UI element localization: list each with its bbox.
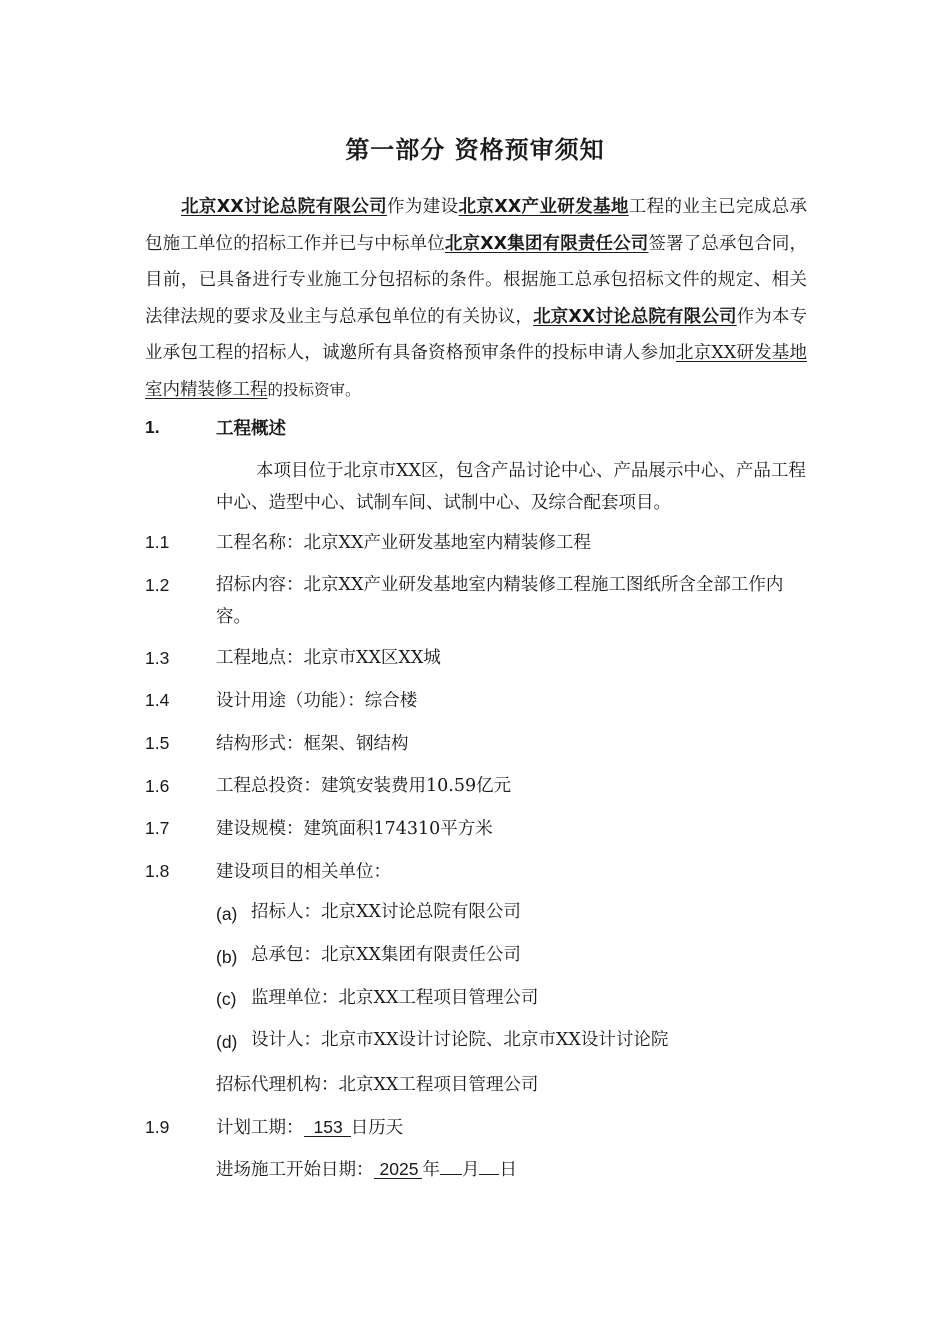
item-number: 1.7 [145, 818, 170, 838]
overview-paragraph: 本项目位于北京市XX区，包含产品讨论中心、产品展示中心、产品工程中心、造型中心、试制车间、试制中心、及综合配套项目。 [216, 461, 806, 513]
item-number: 1.3 [145, 648, 170, 668]
intro-paragraph [145, 189, 807, 409]
month-suffix: 月 [461, 1160, 480, 1180]
item-text: 建设项目的相关单位： [216, 862, 391, 882]
item-text: 工程总投资：建筑安装费用10.59亿元 [216, 776, 512, 796]
project-base-name: 北京XX产业研发基地 [458, 197, 629, 217]
item-number: 1.2 [145, 575, 170, 595]
schedule-unit: 日历天 [350, 1118, 404, 1138]
schedule-days: 153 [304, 1118, 351, 1137]
day-suffix: 日 [499, 1160, 517, 1180]
item-number: 1.4 [145, 690, 170, 710]
schedule-label: 计划工期： [216, 1118, 304, 1138]
intro-text-2: 工程的业主已完成总承包施工单位的招标工作并已与中标单位 [145, 197, 808, 254]
item-text: 设计用途（功能）：综合楼 [216, 691, 418, 711]
schedule-line [216, 1112, 806, 1144]
item-number: 1.8 [145, 861, 170, 881]
start-date-label: 进场施工开始日期： [216, 1160, 374, 1180]
owner-name-2: 北京XX讨论总院有限公司 [533, 306, 737, 327]
item-text: 工程名称：北京XX产业研发基地室内精装修工程 [216, 533, 591, 553]
unit-text: 总承包：北京XX集团有限责任公司 [251, 945, 521, 965]
section-title: 工程概述 [216, 419, 286, 439]
month-blank [440, 1174, 462, 1175]
year-suffix: 年 [422, 1160, 440, 1180]
item-number: 1.1 [145, 532, 170, 552]
unit-label: (a) [216, 904, 238, 924]
unit-label: (b) [216, 947, 238, 967]
item-number: 1.9 [145, 1117, 170, 1137]
unit-label: (c) [216, 989, 237, 1009]
day-blank [479, 1174, 499, 1175]
item-text: 结构形式：框架、钢结构 [216, 734, 409, 754]
intro-text-1: 作为建设 [387, 197, 459, 217]
agency-text: 招标代理机构：北京XX工程项目管理公司 [216, 1075, 539, 1095]
page-title: 第一部分 资格预审须知 [345, 136, 605, 164]
contractor-name: 北京XX集团有限责任公司 [444, 233, 649, 254]
owner-name: 北京XX讨论总院有限公司 [181, 197, 387, 217]
section-number: 1. [145, 417, 160, 437]
unit-label: (d) [216, 1032, 238, 1052]
item-text: 招标内容：北京XX产业研发基地室内精装修工程施工图纸所含全部工作内容。 [216, 575, 784, 627]
item-text: 工程地点：北京市XX区XX城 [216, 648, 441, 668]
unit-text: 监理单位：北京XX工程项目管理公司 [251, 988, 539, 1008]
unit-text: 设计人：北京市XX设计讨论院、北京市XX设计讨论院 [251, 1030, 669, 1050]
intro-text-4: 作为本专业承包工程的招标人，诚邀所有具备资格预审条件的投标申请人参加 [145, 306, 808, 364]
item-number: 1.6 [145, 776, 170, 796]
start-date-line [216, 1154, 806, 1186]
start-year: 2025 [374, 1160, 423, 1179]
intro-text-3: 签署了总承包合同，目前，已具备进行专业施工分包招标的条件。根据施工总承包招标文件的规定、相关法律法规的要求及业主与总承包单位的有关协议， [145, 233, 808, 327]
item-text: 建设规模：建筑面积174310平方米 [216, 819, 493, 839]
intro-text-5: 的投标资审。 [267, 380, 361, 399]
unit-text: 招标人：北京XX讨论总院有限公司 [251, 902, 521, 922]
project-name: 北京XX研发基地室内精装修工程 [145, 343, 808, 400]
item-number: 1.5 [145, 733, 170, 753]
